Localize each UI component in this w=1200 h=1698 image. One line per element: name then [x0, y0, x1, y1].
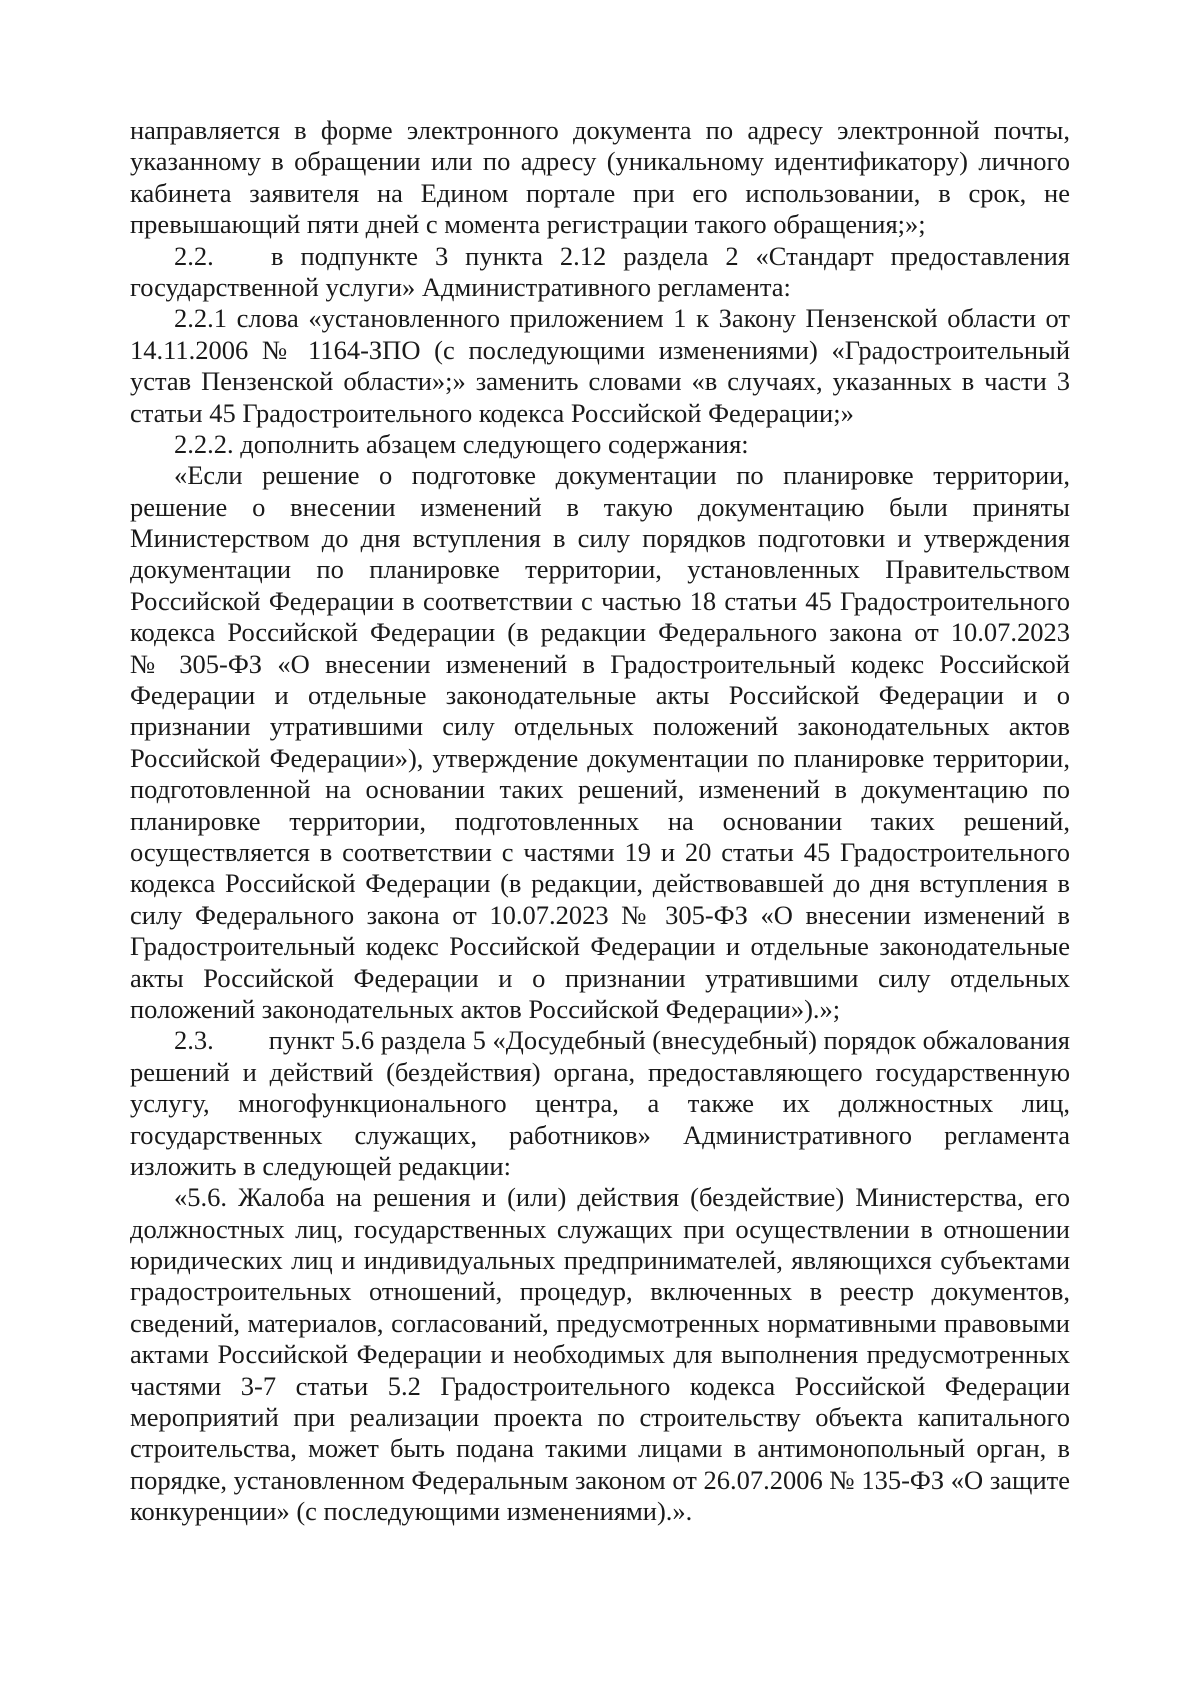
text-line: строительства, может быть подана такими лицами в антимонопольный орган, в [130, 1433, 1070, 1464]
text-line: 2.2.2. дополнить абзацем следующего содержания: [174, 428, 749, 459]
text-line: устав Пензенской области»;» заменить словами «в случаях, указанных в части 3 [130, 366, 1070, 397]
text-line: «5.6. Жалоба на решения и (или) действия (бездействие) Министерства, его [174, 1182, 1070, 1213]
text-line: градостроительных отношений, процедур, включенных в реестр документов, [130, 1276, 1070, 1307]
text-line: сведений, материалов, согласований, предусмотренных нормативными правовыми [130, 1307, 1070, 1338]
text-line: юридических лиц и индивидуальных предпринимателей, являющихся субъектами [130, 1245, 1070, 1276]
text-line: Российской Федерации в соответствии с частью 18 статьи 45 Градостроительного [130, 585, 1070, 616]
text-line: изложить в следующей редакции: [130, 1150, 511, 1181]
text-line: положений законодательных актов Российской Федерации»).»; [130, 993, 841, 1024]
text-line: статьи 45 Градостроительного кодекса Российской Федерации;» [130, 397, 854, 428]
text-line: осуществляется в соответствии с частями 19 и 20 статьи 45 Градостроительного [130, 836, 1070, 867]
text-line: Федерации и отдельные законодательные акты Российской Федерации и о [130, 680, 1070, 711]
text-line: признании утратившими силу отдельных положений законодательных актов [130, 711, 1070, 742]
item-2-2-heading [130, 241, 1070, 272]
text-line: «Если решение о подготовке документации по планировке территории, [174, 460, 1070, 491]
text-line: государственной услуги» Административного регламента: [130, 271, 791, 302]
text-line: документации по планировке территории, установленных Правительством [130, 554, 1070, 585]
text-line: силу Федерального закона от 10.07.2023 № 305-ФЗ «О внесении изменений в [130, 899, 1070, 930]
text-line: направляется в форме электронного документа по адресу электронной почты, [130, 115, 1070, 145]
text-line: кодекса Российской Федерации (в редакции Федерального закона от 10.07.2023 [130, 617, 1070, 648]
item-text: в подпункте 3 пункта 2.12 раздела 2 «Стандарт предоставления [271, 240, 1070, 271]
item-text: пункт 5.6 раздела 5 «Досудебный (внесудебный) порядок обжалования [268, 1025, 1070, 1056]
text-line: актами Российской Федерации и необходимых для выполнения предусмотренных [130, 1339, 1070, 1370]
text-line: кодекса Российской Федерации (в редакции, действовавшей до дня вступления в [130, 868, 1070, 899]
text-line: планировке территории, подготовленных на основании таких решений, [130, 805, 1070, 836]
text-line: решение о внесении изменений в такую документацию были приняты [130, 491, 1070, 522]
text-line: порядке, установленном Федеральным законом от 26.07.2006 № 135-ФЗ «О защите [130, 1464, 1070, 1495]
text-line: указанному в обращении или по адресу (уникальному идентификатору) личного [130, 146, 1070, 177]
text-line: 14.11.2006 № 1164-ЗПО (с последующими изменениями) «Градостроительный [130, 334, 1070, 365]
item-2-3-heading [130, 1025, 1070, 1056]
text-line: услугу, многофункционального центра, а также их должностных лиц, [130, 1088, 1070, 1119]
text-line: решений и действий (бездействия) органа, предоставляющего государственную [130, 1056, 1070, 1087]
text-line: № 305-ФЗ «О внесении изменений в Градостроительный кодекс Российской [130, 648, 1070, 679]
document-body [130, 115, 1070, 1528]
text-line: акты Российской Федерации и о признании утратившими силу отдельных [130, 962, 1070, 993]
text-line: конкуренции» (с последующими изменениями).». [130, 1496, 693, 1527]
text-line: превышающий пяти дней с момента регистрации такого обращения;»; [130, 209, 926, 240]
item-number: 2.3. [174, 1025, 214, 1056]
text-line: кабинета заявителя на Едином портале при его использовании, в срок, не [130, 177, 1070, 208]
text-line: мероприятий при реализации проекта по строительству объекта капитального [130, 1402, 1070, 1433]
text-line: Министерством до дня вступления в силу порядков подготовки и утверждения [130, 523, 1070, 554]
text-line: 2.2.1 слова «установленного приложением 1 к Закону Пензенской области от [174, 303, 1070, 334]
text-line: частями 3-7 статьи 5.2 Градостроительного кодекса Российской Федерации [130, 1370, 1070, 1401]
text-line: государственных служащих, работников» Административного регламента [130, 1119, 1070, 1150]
text-line: должностных лиц, государственных служащих при осуществлении в отношении [130, 1213, 1070, 1244]
text-line: Российской Федерации»), утверждение документации по планировке территории, [130, 742, 1070, 773]
item-number: 2.2. [174, 240, 214, 271]
text-line: Градостроительный кодекс Российской Федерации и отдельные законодательные [130, 931, 1070, 962]
text-line: подготовленной на основании таких решений, изменений в документацию по [130, 774, 1070, 805]
